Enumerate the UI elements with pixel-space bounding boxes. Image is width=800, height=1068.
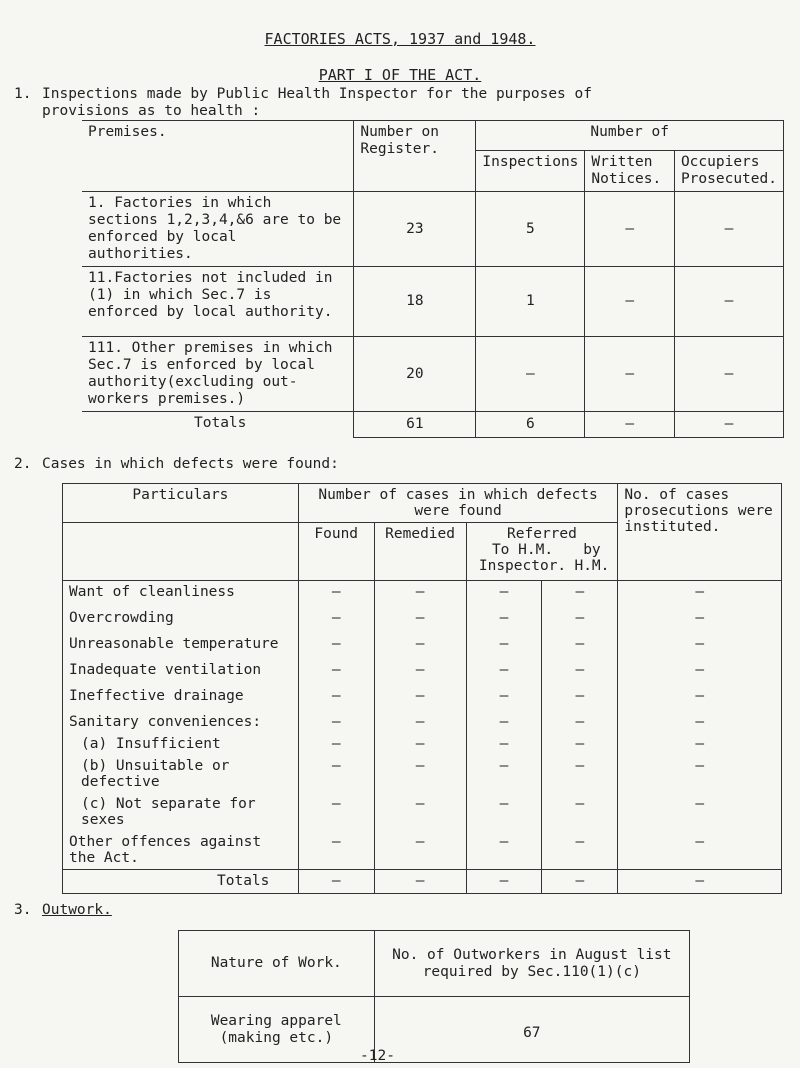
totals-remedied: – xyxy=(374,869,466,893)
row-label: 11.Factories not included in (1) in which Sec.7 is enforced by local authority. xyxy=(82,267,354,337)
section-1-intro-line1: Inspections made by Public Health Inspector for the purposes of xyxy=(42,86,592,102)
found-value: – xyxy=(298,831,374,870)
found-value: – xyxy=(298,633,374,659)
table-row xyxy=(82,192,784,267)
prosecutions-value: – xyxy=(618,831,782,870)
table-row xyxy=(63,659,782,685)
prosecutions-value: – xyxy=(618,633,782,659)
row-label: (a) Insufficient xyxy=(63,733,299,755)
to-hm-value: – xyxy=(466,659,542,685)
totals-found: – xyxy=(298,869,374,893)
row-label: Overcrowding xyxy=(63,607,299,633)
found-value: – xyxy=(298,711,374,733)
row-label: Sanitary conveniences: xyxy=(63,711,299,733)
totals-by-hm: – xyxy=(542,869,618,893)
particulars-header: Particulars xyxy=(63,484,299,523)
register-value: 20 xyxy=(354,337,476,412)
notices-value: – xyxy=(585,192,675,267)
to-hm-value: – xyxy=(466,685,542,711)
totals-row xyxy=(82,412,784,438)
table-row xyxy=(82,337,784,412)
by-hm-value: – xyxy=(542,755,618,793)
found-value: – xyxy=(298,755,374,793)
prosecuted-value: – xyxy=(674,337,783,412)
prosecutions-value: – xyxy=(618,711,782,733)
premises-header: Premises. xyxy=(82,121,354,192)
remedied-value: – xyxy=(374,685,466,711)
occupiers-prosecuted-header: Occupiers Prosecuted. xyxy=(674,151,783,192)
referred-header: Referred To H.M. Inspector. by H.M. xyxy=(466,523,618,581)
table-row xyxy=(63,711,782,733)
remedied-value: – xyxy=(374,831,466,870)
found-value: – xyxy=(298,733,374,755)
by-hm-value: – xyxy=(542,633,618,659)
prosecutions-value: – xyxy=(618,755,782,793)
totals-prosecuted: – xyxy=(674,412,783,438)
by-hm-header: by H.M. xyxy=(574,542,610,574)
table-row xyxy=(63,607,782,633)
to-hm-value: – xyxy=(466,733,542,755)
prosecuted-value: – xyxy=(674,267,783,337)
to-hm-value: – xyxy=(466,607,542,633)
remedied-value: – xyxy=(374,659,466,685)
section-2-number: 2. xyxy=(14,456,32,472)
totals-row xyxy=(63,869,782,893)
outwork-title: Outwork. xyxy=(42,902,112,918)
nature-value: Wearing apparel (making etc.) xyxy=(179,997,375,1063)
remedied-value: – xyxy=(374,793,466,831)
number-of-header: Number of xyxy=(476,121,784,151)
table-row xyxy=(63,831,782,870)
row-label: Want of cleanliness xyxy=(63,581,299,607)
to-hm-value: – xyxy=(466,755,542,793)
table-row xyxy=(82,267,784,337)
found-value: – xyxy=(298,659,374,685)
outwork-table xyxy=(178,930,690,1063)
row-label: (b) Unsuitable or defective xyxy=(63,755,299,793)
prosecutions-value: – xyxy=(618,581,782,607)
prosecutions-value: – xyxy=(618,659,782,685)
table-row xyxy=(63,733,782,755)
remedied-value: – xyxy=(374,633,466,659)
row-label: Unreasonable temperature xyxy=(63,633,299,659)
to-hm-value: – xyxy=(466,711,542,733)
found-value: – xyxy=(298,685,374,711)
row-label: Ineffective drainage xyxy=(63,685,299,711)
outworkers-header: No. of Outworkers in August list required by Sec.110(1)(c) xyxy=(374,931,689,997)
table-row xyxy=(63,755,782,793)
prosecuted-value: – xyxy=(674,192,783,267)
to-hm-value: – xyxy=(466,793,542,831)
table-row xyxy=(179,997,690,1063)
notices-value: – xyxy=(585,337,675,412)
inspections-value: 1 xyxy=(476,267,585,337)
cases-header: Number of cases in which defects were found xyxy=(298,484,618,523)
row-label: 111. Other premises in which Sec.7 is enforced by local authority(excluding out-workers premises.) xyxy=(82,337,354,412)
totals-to-hm: – xyxy=(466,869,542,893)
prosecutions-value: – xyxy=(618,607,782,633)
remedied-value: – xyxy=(374,755,466,793)
document-title: FACTORIES ACTS, 1937 and 1948. xyxy=(264,30,536,48)
inspections-table xyxy=(82,120,784,438)
to-hm-value: – xyxy=(466,581,542,607)
row-label: (c) Not separate for sexes xyxy=(63,793,299,831)
page-number: -12- xyxy=(360,1048,395,1064)
prosecutions-value: – xyxy=(618,793,782,831)
row-label: 1. Factories in which sections 1,2,3,4,&6 are to be enforced by local authorities. xyxy=(82,192,354,267)
register-header: Number on Register. xyxy=(354,121,476,192)
part-heading: PART I OF THE ACT. xyxy=(318,66,482,84)
table-row xyxy=(63,581,782,607)
inspections-value: 5 xyxy=(476,192,585,267)
inspections-value: – xyxy=(476,337,585,412)
prosecutions-value: – xyxy=(618,685,782,711)
remedied-value: – xyxy=(374,607,466,633)
section-2-intro: Cases in which defects were found: xyxy=(42,456,339,472)
prosecutions-header: No. of cases prosecutions were instituted. xyxy=(618,484,782,581)
prosecutions-value: – xyxy=(618,733,782,755)
totals-inspections: 6 xyxy=(476,412,585,438)
found-value: – xyxy=(298,581,374,607)
nature-header: Nature of Work. xyxy=(179,931,375,997)
defects-table xyxy=(62,483,782,894)
to-hm-value: – xyxy=(466,633,542,659)
remedied-value: – xyxy=(374,733,466,755)
by-hm-value: – xyxy=(542,607,618,633)
by-hm-value: – xyxy=(542,711,618,733)
section-1-intro-line2: provisions as to health : xyxy=(42,103,261,119)
by-hm-value: – xyxy=(542,685,618,711)
by-hm-value: – xyxy=(542,793,618,831)
remedied-header: Remedied xyxy=(374,523,466,581)
register-value: 18 xyxy=(354,267,476,337)
totals-register: 61 xyxy=(354,412,476,438)
row-label: Other offences against the Act. xyxy=(63,831,299,870)
section-3-number: 3. xyxy=(14,902,32,918)
by-hm-value: – xyxy=(542,831,618,870)
totals-label: Totals xyxy=(63,869,299,893)
table-row xyxy=(63,685,782,711)
notices-value: – xyxy=(585,267,675,337)
remedied-value: – xyxy=(374,711,466,733)
by-hm-value: – xyxy=(542,659,618,685)
inspections-header: Inspections xyxy=(476,151,585,192)
totals-prosecutions: – xyxy=(618,869,782,893)
by-hm-value: – xyxy=(542,581,618,607)
to-hm-value: – xyxy=(466,831,542,870)
outworkers-count: 67 xyxy=(374,997,689,1063)
table-row xyxy=(63,793,782,831)
found-value: – xyxy=(298,793,374,831)
written-notices-header: Written Notices. xyxy=(585,151,675,192)
section-1-number: 1. xyxy=(14,86,32,102)
table-row xyxy=(63,633,782,659)
found-header: Found xyxy=(298,523,374,581)
totals-label: Totals xyxy=(82,412,354,438)
to-hm-header: To H.M. Inspector. xyxy=(478,542,567,574)
found-value: – xyxy=(298,607,374,633)
by-hm-value: – xyxy=(542,733,618,755)
totals-notices: – xyxy=(585,412,675,438)
row-label: Inadequate ventilation xyxy=(63,659,299,685)
remedied-value: – xyxy=(374,581,466,607)
register-value: 23 xyxy=(354,192,476,267)
